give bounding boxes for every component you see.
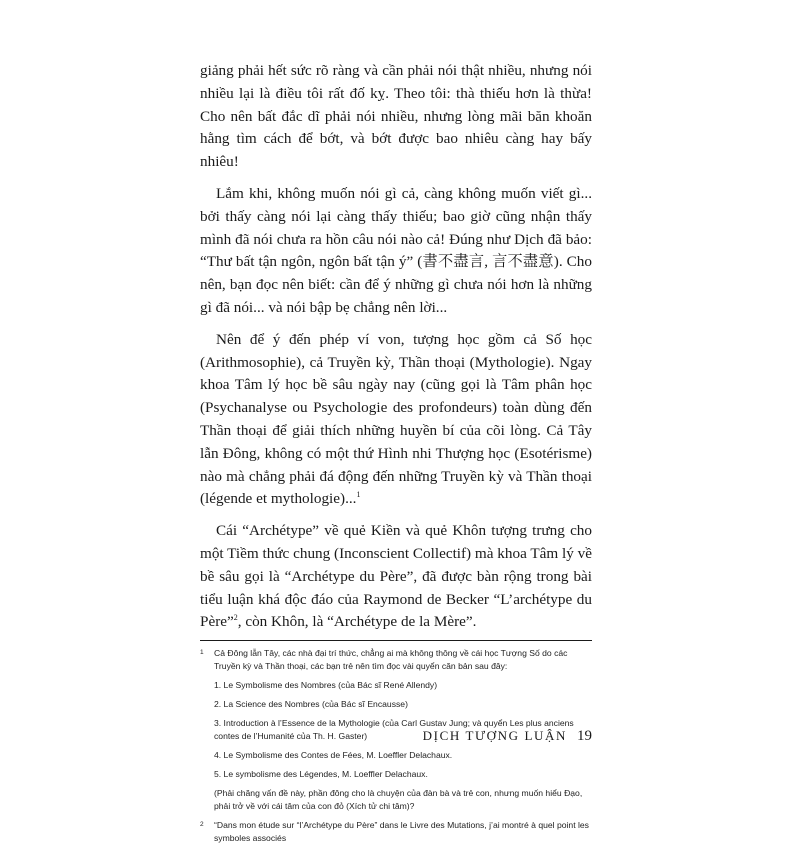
footnotes xyxy=(200,647,592,845)
footnote-list-item: 5. Le symbolisme des Légendes, M. Loeffler Delachaux. xyxy=(214,769,428,780)
page-number: 19 xyxy=(577,728,592,744)
footnote-list-item: 4. Le Symbolisme des Contes de Fées, M. Loeffler Delachaux. xyxy=(214,750,453,761)
footnote-2-number: 2 xyxy=(200,821,204,829)
paragraph-1: giảng phải hết sức rõ ràng và cần phải nói thật nhiều, nhưng nói nhiều lại là điều tôi rất đố kỵ. Theo tôi: thà thiếu hơn là thừa! Cho nên bất đắc dĩ phải nói nhiều, nhưng lòng mãi băn khoăn hằng tìm cách để bớt, và bớt được bao nhiêu càng hay bấy nhiêu! xyxy=(200,62,592,171)
paragraph-3 xyxy=(200,329,592,511)
footnote-list-item: 1. Le Symbolisme des Nombres (của Bác sĩ René Allendy) xyxy=(214,680,438,691)
running-title: DỊCH TƯỢNG LUẬN xyxy=(422,728,567,743)
footnote-2 xyxy=(200,819,592,845)
paragraph-4-tail: , còn Khôn, là “Archétype de la Mère”. xyxy=(237,613,477,631)
footnote-1 xyxy=(200,647,592,673)
paragraph-3-text: Nên để ý đến phép ví von, tượng học gồm cả Số học (Arithmosophie), cả Truyền kỳ, Thần thoại (Mythologie). Ngay khoa Tâm lý học bề sâu ngày nay (cũng gọi là Tâm phân học (Psychanalyse ou Psychologie des profondeurs) toàn dùng đến Thần thoại để giải thích những huyền bí của cõi lòng. Cả Tây lẫn Đông, không có một thứ Hình nhi Thượng học (Esotérisme) nào mà chẳng phải đá động đến những Truyền kỳ và Thần thoại (légende et mythologie)... xyxy=(200,330,592,508)
footnote-1-number: 1 xyxy=(200,649,204,657)
footnote-list-item: 2. La Science des Nombres (của Bác sĩ Encausse) xyxy=(214,699,408,710)
footnote-1-note: (Phải chăng vấn đề này, phần đông cho là chuyện của đàn bà và trẻ con, nhưng muốn hiểu Đạo, phải trở về với cái tâm của con đỏ (Xích tử chi tâm)? xyxy=(214,788,583,812)
footnote-ref-2: 2 xyxy=(233,613,238,623)
body-text xyxy=(200,60,592,634)
footnote-2-text: “Dans mon étude sur “l’Archétype du Père” dans le Livre des Mutations, j’ai montré à quel point les symboles associés xyxy=(214,820,589,844)
paragraph-2: Lắm khi, không muốn nói gì cả, càng không muốn viết gì... bởi thấy càng nói lại càng thấy thiếu; bao giờ cũng nhận thấy mình đã nói chưa ra hồn câu nói nào cả! Đúng như Dịch đã bảo: “Thư bất tận ngôn, ngôn bất tận ý” (書不盡言, 言不盡意). Cho nên, bạn đọc nên biết: cần để ý những gì chưa nói hơn là những gì đã nói... và nói bập bẹ chẳng nên lời... xyxy=(200,184,592,316)
footnote-1-text: Cả Đông lẫn Tây, các nhà đại trí thức, chẳng ai mà không thông về cái học Tượng Số do các Truyền kỳ và Thần thoại, các bạn trẻ nên tìm đọc vài quyển căn bản sau đây: xyxy=(214,648,568,672)
paragraph-4 xyxy=(200,520,592,634)
running-footer xyxy=(423,728,592,745)
footnote-divider xyxy=(200,640,592,641)
footnote-ref-1: 1 xyxy=(356,490,361,500)
footnote-list-item: 3. Introduction à l’Essence de la Mythologie (của Carl Gustav Jung; và quyển Les plus anciens contes de l’Humanité của Th. H. Gaster) xyxy=(214,718,574,742)
paragraph-4-text: Cái “Archétype” về quẻ Kiền và quẻ Khôn tượng trưng cho một Tiềm thức chung (Inconscient Collectif) mà khoa Tâm lý về bề sâu gọi là “Archétype du Père”, đã được bàn rộng trong bài tiểu luận khá độc đáo của Raymond de Becker “L’archétype du Père” xyxy=(200,522,592,631)
book-page xyxy=(200,60,592,844)
